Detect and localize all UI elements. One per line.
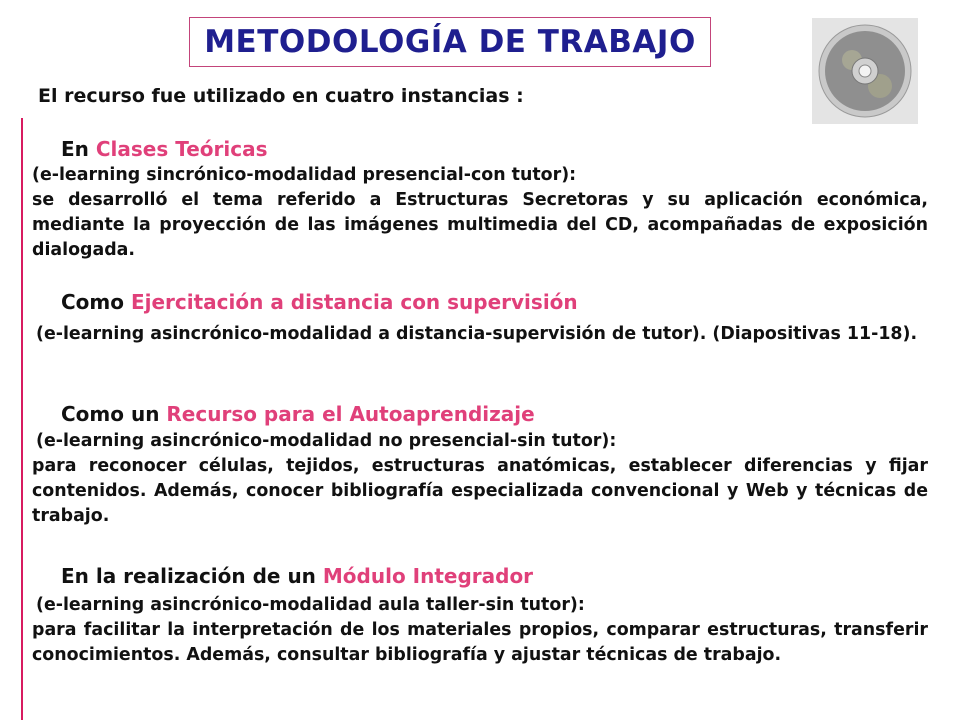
- section-modulo-integrador: [32, 562, 928, 668]
- heading-highlight: Clases Teóricas: [95, 137, 268, 161]
- intro-text: El recurso fue utilizado en cuatro instancias :: [38, 85, 524, 107]
- section-body: se desarrolló el tema referido a Estructuras Secretoras y su aplicación económica, mediante la proyección de las imágenes multimedia del CD, acompañadas de exposición dialogada.: [32, 190, 928, 260]
- section-body: para facilitar la interpretación de los materiales propios, comparar estructuras, transferir conocimientos. Además, consultar bibliografía y ajustar técnicas de trabajo.: [32, 620, 928, 665]
- heading-prefix: En: [61, 137, 96, 161]
- section-heading: [32, 288, 928, 316]
- page-title: METODOLOGÍA DE TRABAJO: [204, 24, 696, 60]
- heading-prefix: Como: [61, 290, 131, 314]
- heading-prefix: Como un: [61, 402, 167, 426]
- section-autoaprendizaje: [32, 400, 928, 529]
- title-box: [189, 17, 711, 67]
- heading-highlight: Ejercitación a distancia con supervisión: [130, 290, 578, 314]
- heading-highlight: Módulo Integrador: [322, 564, 534, 588]
- section-ejercitacion: [32, 288, 928, 348]
- section-heading: [32, 562, 928, 590]
- section-modality: (e-learning sincrónico-modalidad presencial-con tutor):: [32, 165, 577, 185]
- cd-disc-icon: [812, 18, 918, 124]
- section-heading: [32, 135, 928, 163]
- section-modality: (e-learning asincrónico-modalidad no presencial-sin tutor):: [36, 431, 617, 451]
- heading-highlight: Recurso para el Autoaprendizaje: [166, 402, 535, 426]
- left-accent-rule: [21, 118, 23, 720]
- section-heading: [32, 400, 928, 428]
- section-modality: (e-learning asincrónico-modalidad a distancia-supervisión de tutor). (Diapositivas 11-18).: [36, 324, 918, 344]
- section-clases-teoricas: [32, 135, 928, 263]
- heading-prefix: En la realización de un: [61, 564, 323, 588]
- section-body: para reconocer células, tejidos, estructuras anatómicas, establecer diferencias y fijar contenidos. Además, conocer bibliografía especializada convencional y Web y técnicas de trabajo.: [32, 456, 928, 526]
- section-modality: (e-learning asincrónico-modalidad aula taller-sin tutor):: [36, 595, 585, 615]
